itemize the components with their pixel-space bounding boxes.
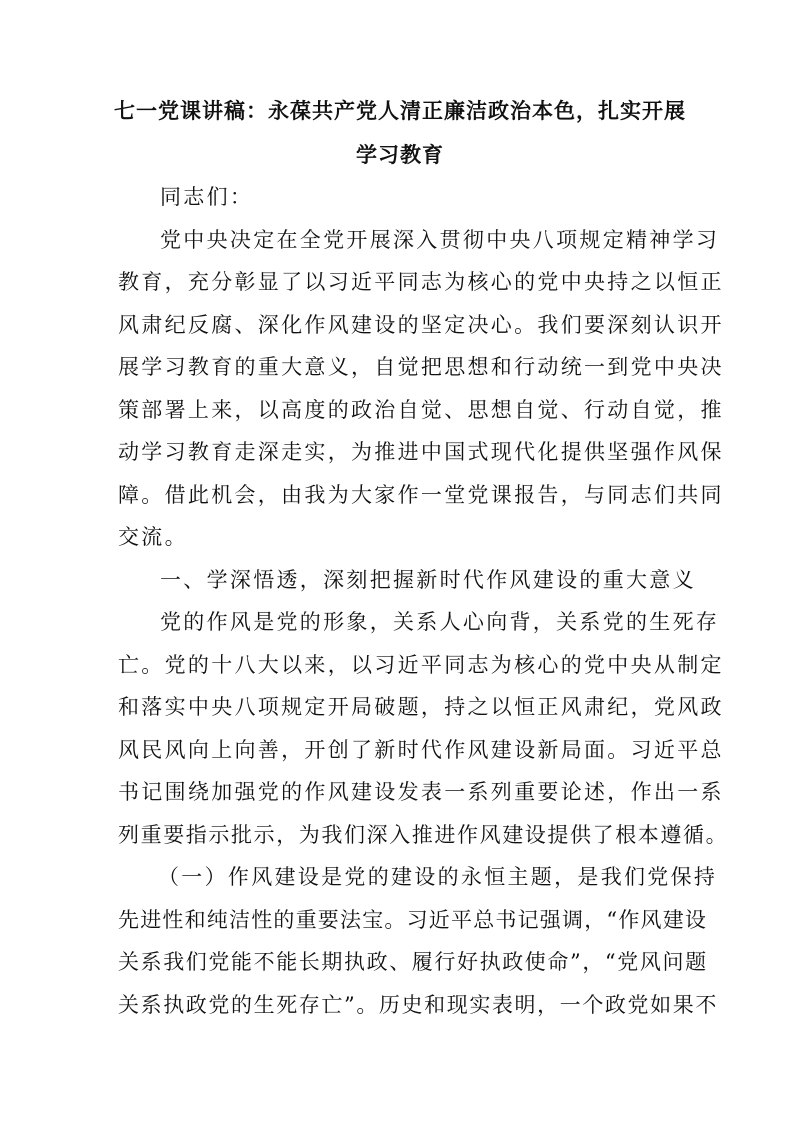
paragraph-line: 和落实中央八项规定开局破题，持之以恒正风肃纪，党风政 <box>118 695 724 719</box>
paragraph-line: 风肃纪反腐、深化作风建设的坚定决心。我们要深刻认识开 <box>118 313 724 337</box>
paragraph-line: 风民风向上向善，开创了新时代作风建设新局面。习近平总 <box>118 738 724 762</box>
paragraph-line: 关系我们党能不能长期执政、履行好执政使命”，“党风问题 <box>118 950 708 974</box>
document-title-line-2: 学习教育 <box>356 142 444 167</box>
paragraph-line: 障。借此机会，由我为大家作一堂党课报告，与同志们共同 <box>118 483 724 507</box>
document-title-line-1: 七一党课讲稿：永葆共产党人清正廉洁政治本色，扎实开展 <box>114 98 686 123</box>
paragraph-line: 交流。 <box>118 525 188 549</box>
paragraph-line: 关系执政党的生死存亡”。历史和现实表明，一个政党如果不 <box>118 993 718 1017</box>
paragraph-line: 党中央决定在全党开展深入贯彻中央八项规定精神学习 <box>160 228 720 252</box>
paragraph-line: 亡。党的十八大以来，以习近平同志为核心的党中央从制定 <box>118 653 724 677</box>
paragraph-line: 先进性和纯洁性的重要法宝。习近平总书记强调，“作风建设 <box>118 908 708 932</box>
salutation: 同志们： <box>160 185 254 209</box>
paragraph-line: 书记围绕加强党的作风建设发表一系列重要论述，作出一系 <box>118 780 724 804</box>
paragraph-line: 党的作风是党的形象，关系人心向背，关系党的生死存 <box>160 610 720 634</box>
section-heading: 一、学深悟透，深刻把握新时代作风建设的重大意义 <box>160 568 696 592</box>
paragraph-line: 教育，充分彰显了以习近平同志为核心的党中央持之以恒正 <box>118 270 724 294</box>
paragraph-line: 动学习教育走深走实，为推进中国式现代化提供坚强作风保 <box>118 440 724 464</box>
paragraph-line: 列重要指示批示，为我们深入推进作风建设提供了根本遵循。 <box>118 823 729 847</box>
paragraph-line: 展学习教育的重大意义，自觉把思想和行动统一到党中央决 <box>118 355 724 379</box>
paragraph-line: 策部署上来，以高度的政治自觉、思想自觉、行动自觉，推 <box>118 398 724 422</box>
subsection-line: （一）作风建设是党的建设的永恒主题，是我们党保持 <box>158 865 718 889</box>
